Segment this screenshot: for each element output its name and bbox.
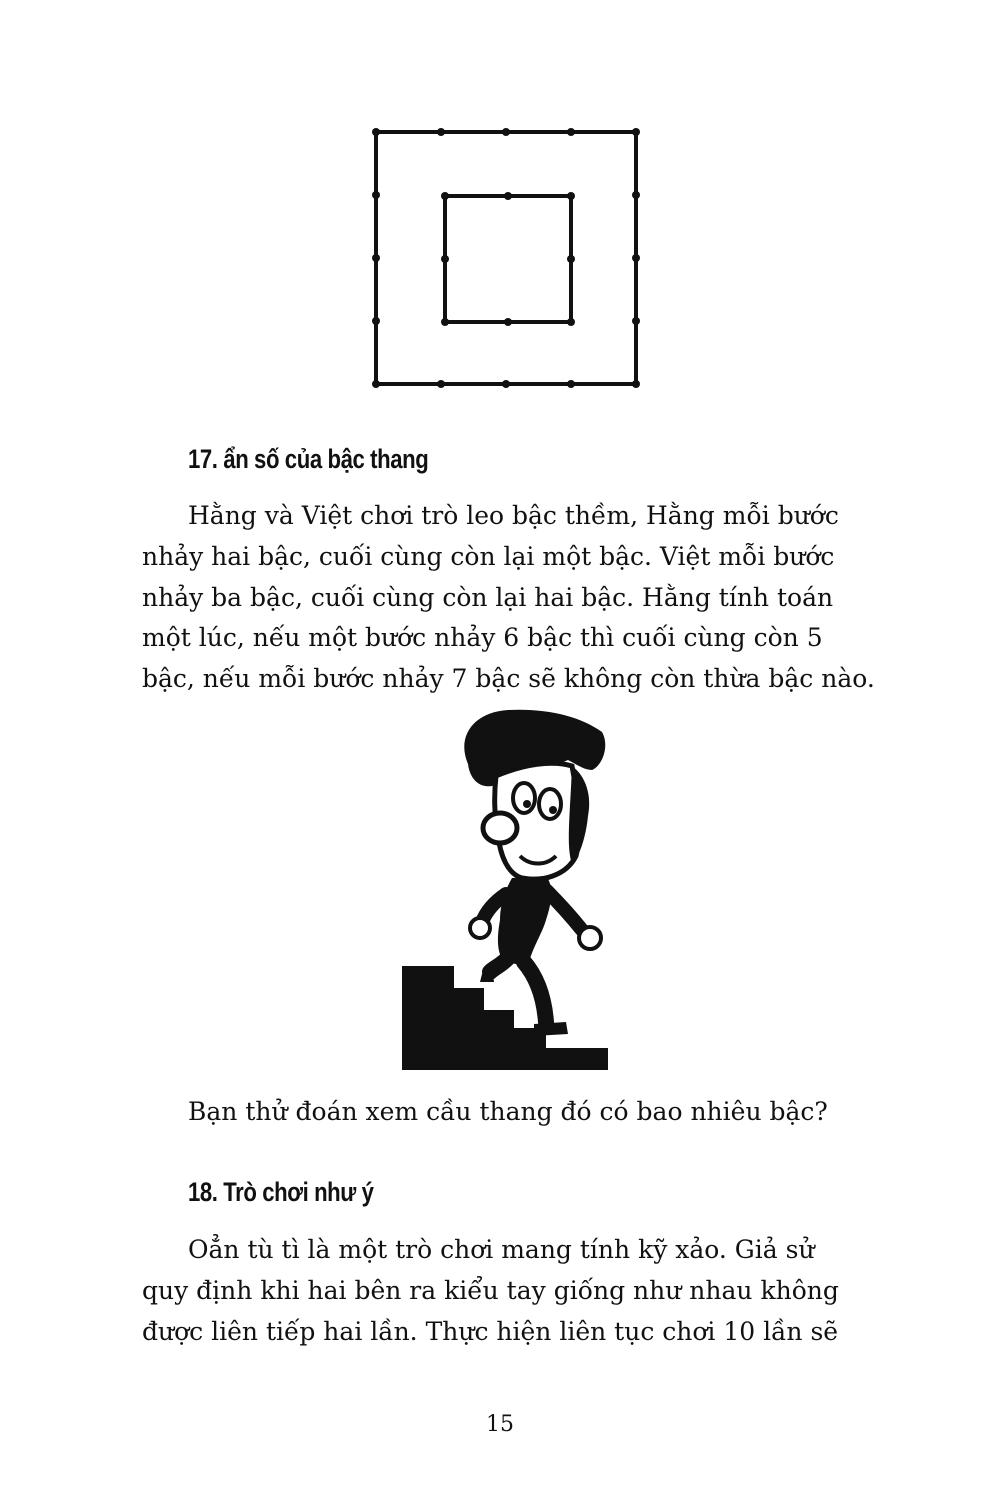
stairs-shape <box>402 966 608 1070</box>
paragraph-line: Oẳn tù tì là một trò chơi mang tính kỹ xảo. Giả sử <box>188 1235 815 1264</box>
man-climbing-stairs-illustration <box>396 706 612 1072</box>
paragraph-line: nhảy ba bậc, cuối cùng còn lại hai bậc. Hằng tính toán <box>142 582 834 612</box>
paragraph-line: Hằng và Việt chơi trò leo bậc thềm, Hằng mỗi bước <box>188 501 839 530</box>
section-18-heading: 18. Trò chơi như ý <box>188 1177 374 1207</box>
section-17-paragraph <box>142 496 875 700</box>
paragraph-line: được liên tiếp hai lần. Thực hiện liên tục chơi 10 lần sẽ <box>142 1316 839 1346</box>
section-17-heading: 17. ẩn số của bậc thang <box>188 444 429 474</box>
section-17-question: Bạn thử đoán xem cầu thang đó có bao nhiêu bậc? <box>188 1097 828 1126</box>
nested-squares-figure <box>368 122 648 392</box>
section-18-paragraph <box>142 1230 872 1352</box>
paragraph-line: nhảy hai bậc, cuối cùng còn lại một bậc. Việt mỗi bước <box>142 541 835 571</box>
paragraph-line: bậc, nếu mỗi bước nhảy 7 bậc sẽ không còn thừa bậc nào. <box>142 664 875 694</box>
nose-shape <box>483 813 517 843</box>
page-number: 15 <box>486 1412 514 1437</box>
paragraph-line: quy định khi hai bên ra kiểu tay giống như nhau không <box>142 1275 839 1305</box>
paragraph-line: một lúc, nếu một bước nhảy 6 bậc thì cuối cùng còn 5 <box>142 623 823 653</box>
